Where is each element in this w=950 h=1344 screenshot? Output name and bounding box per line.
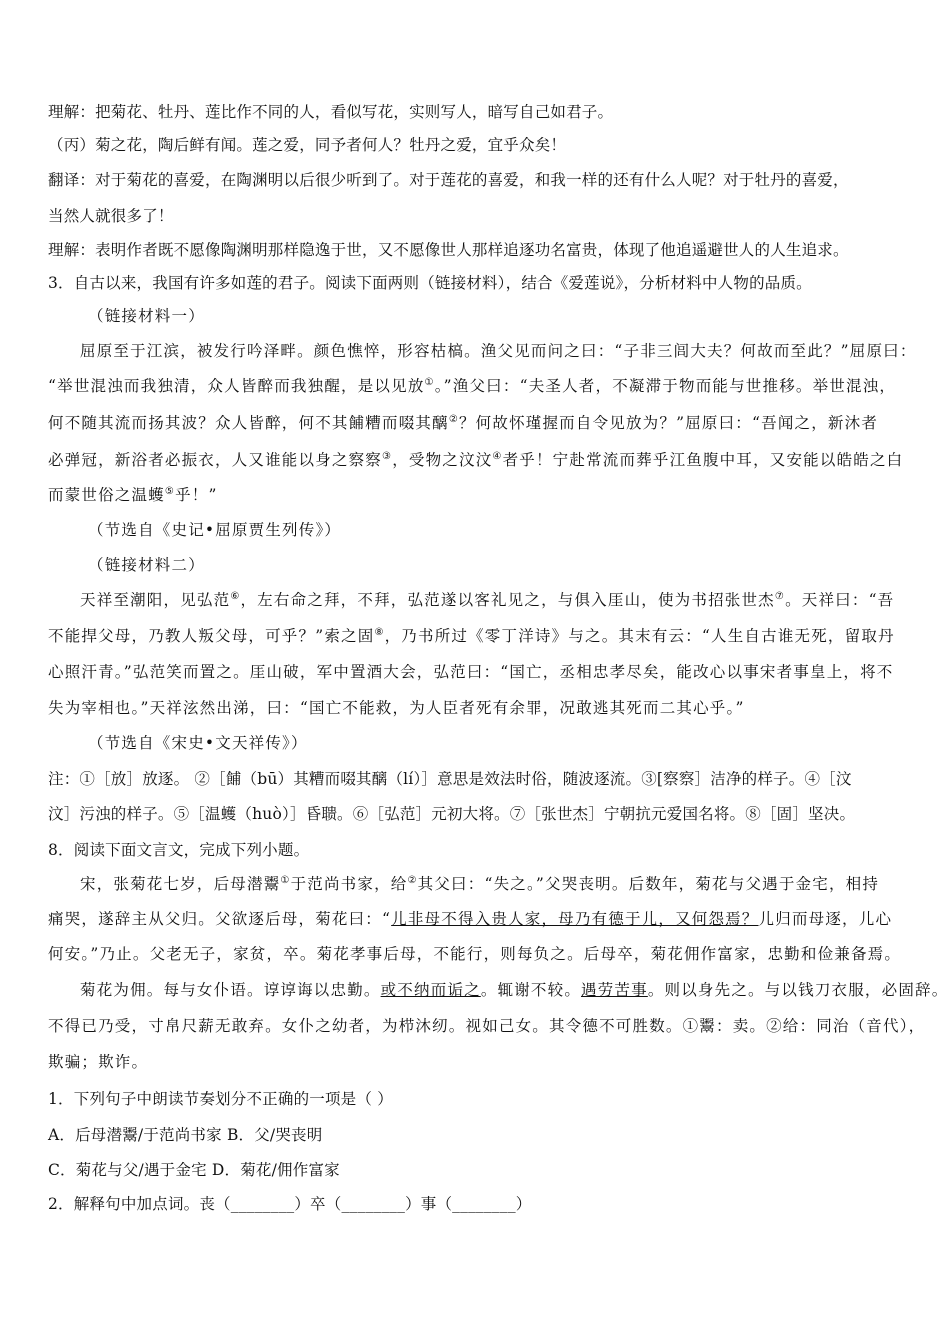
material-2-source: （节选自《宋史•文天祥传》） [88,734,308,752]
passage-line-2: 痛哭，遂辞主从父归。父欲逐后母，菊花曰：“儿非母不得入贵人家，母乃有德于儿，又何怨焉？儿归而母逐，儿心 [48,910,893,928]
material-1-line-3: 何不随其流而扬其波？众人皆醉，何不其餔糟而啜其醨②？何故怀瑾握而自令见放为？”屈原曰：“吾闻之，新沐者 [48,413,879,432]
notes-line-2: 汶］污浊的样子。⑤［温蠖（huò）］昏聩。⑥［弘范］元初大将。⑦［张世杰］宁朝抗元爱国名将。⑧［固］坚决。 [48,805,856,823]
translation-line-2: 当然人就很多了！ [48,207,174,225]
material-1-line-5: 而蒙世俗之温蠖⑤乎！” [48,485,218,504]
subquestion-1-options-cd: C．菊花与父/遇于金宅 D．菊花/佣作富家 [48,1161,340,1179]
question-8: 8．阅读下面文言文，完成下列小题。 [48,841,310,859]
material-1-line-1: 屈原至于江滨，被发行吟泽畔。颜色憔悴，形容枯槁。渔父见而问之曰：“子非三闾大夫？何故而至此？”屈原曰： [80,342,917,360]
material-2-line-1: 天祥至潮阳，见弘范⑥，左右命之拜，不拜，弘范遂以客礼见之，与俱入厓山，使为书招张世杰⑦。天祥曰：“吾 [80,590,895,609]
passage-line-1: 宋，张菊花七岁，后母潜鬻①于范尚书家，给②其父曰：“失之。”父哭丧明。后数年，菊花与父遇于金宅，相持 [80,874,880,893]
translation-line-1: 翻译：对于菊花的喜爱，在陶渊明以后很少听到了。对于莲花的喜爱，和我一样的还有什么人呢？对于牡丹的喜爱， [48,171,849,189]
material-2-line-4: 失为宰相也。”天祥泫然出涕，曰：“国亡不能救，为人臣者死有余罪，况敢逃其死而二其心乎。” [48,699,745,717]
material-1-line-2: “举世混浊而我独清，众人皆醉而我独醒，是以见放①。”渔父曰：“夫圣人者，不凝滞于物而能与世推移。举世混浊， [48,376,897,395]
passage-line-3: 何安。”乃止。父老无子，家贫，卒。菊花孝事后母，不能行，则每负之。后母卒，菊花佣作富家，忠勤和俭兼备焉。 [48,945,902,963]
question-3: 3．自古以来，我国有许多如莲的君子。阅读下面两则（链接材料），结合《爱莲说》，分析材料中人物的品质。 [48,274,812,292]
subquestion-1: 1．下列句子中朗读节奏划分不正确的一项是（ ） [48,1090,393,1108]
underlined-sentence: 儿非母不得入贵人家，母乃有德于儿，又何怨焉？ [391,910,759,928]
passage-line-5: 不得已乃受，寸帛尺薪无敢弃。女仆之幼者，为栉沐纫。视如己女。其令德不可胜数。①鬻：卖。②给：同治（音代）， [48,1017,926,1035]
link-material-1-heading: （链接材料一） [88,307,205,325]
material-1-line-4: 必弹冠，新浴者必振衣，人又谁能以身之察察③，受物之汶汶④者乎！宁赴常流而葬乎江鱼腹中耳，又安能以皓皓之白 [48,450,904,469]
underlined-phrase-1: 或不纳而诟之 [380,981,481,999]
link-material-2-heading: （链接材料二） [88,556,205,574]
subquestion-2: 2．解释句中加点词。丧（________）卒（________）事（________） [48,1195,532,1213]
bing-original-text: （丙）菊之花，陶后鲜有闻。莲之爱，同予者何人？牡丹之爱，宜乎众矣！ [48,136,567,154]
underlined-phrase-2: 遇劳苦事 [581,981,648,999]
understanding-line-2: 理解：表明作者既不愿像陶渊明那样隐逸于世，又不愿像世人那样追逐功名富贵，体现了他追遥避世人的人生追求。 [48,241,849,259]
passage-line-4: 菊花为佣。每与女仆语。谆谆诲以忠勤。或不纳而诟之。辄谢不较。遇劳苦事。则以身先之。与以钱刀衣服，必固辞。 [80,981,949,999]
material-1-source: （节选自《史记•屈原贾生列传》） [88,521,342,539]
passage-line-6: 欺骗；欺诈。 [48,1053,149,1071]
material-2-line-3: 心照汗青。”弘范笑而置之。厓山破，军中置酒大会，弘范曰：“国亡，丞相忠孝尽矣，能改心以事宋者事皇上，将不 [48,663,894,681]
understanding-line-1: 理解：把菊花、牡丹、莲比作不同的人，看似写花，实则写人，暗写自己如君子。 [48,103,614,121]
subquestion-1-options-ab: A．后母潜鬻/于范尚书家 B．父/哭丧明 [48,1126,323,1144]
material-2-line-2: 不能捍父母，乃教人叛父母，可乎？”索之固⑧，乃书所过《零丁洋诗》与之。其末有云：“人生自古谁无死，留取丹 [48,626,895,645]
notes-line-1: 注：①［放］放逐。 ②［餔（bū）其糟而啜其醨（lí）］意思是效法时俗，随波逐流。③[察察］洁净的样子。④［汶 [48,770,852,788]
